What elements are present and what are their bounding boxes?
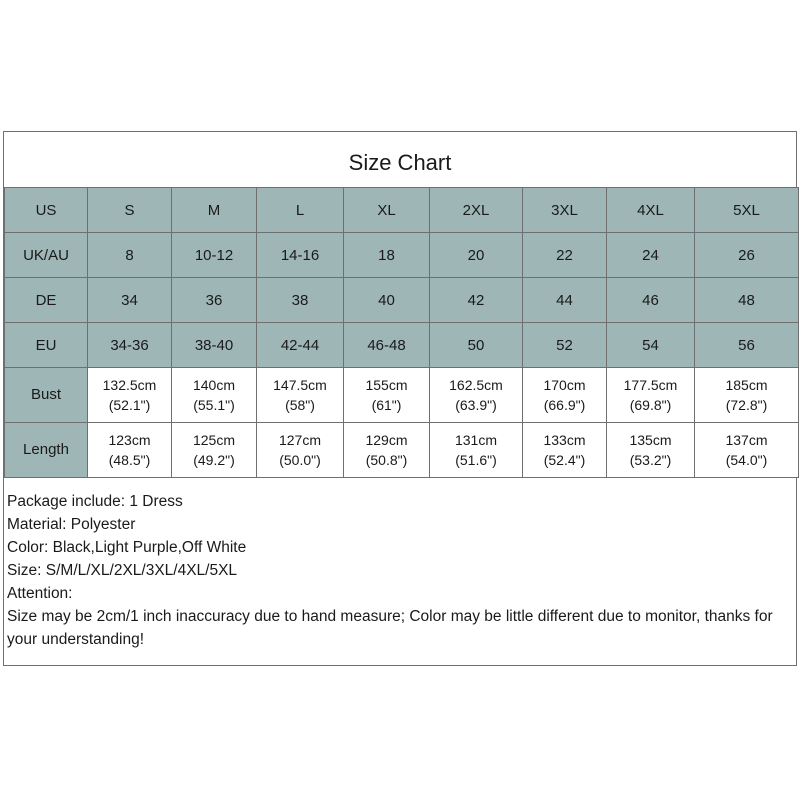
bust-cm-value: 162.5cm bbox=[449, 377, 503, 393]
size-cell: 44 bbox=[523, 278, 607, 323]
bust-cell bbox=[523, 368, 607, 423]
length-inch-value: (53.2") bbox=[629, 452, 672, 468]
bust-cell bbox=[88, 368, 172, 423]
size-cell: 5XL bbox=[695, 188, 799, 233]
size-cell: 14-16 bbox=[257, 233, 344, 278]
length-cell bbox=[430, 423, 523, 478]
length-cm-value: 125cm bbox=[192, 432, 236, 448]
length-inch-value: (50.0") bbox=[279, 452, 321, 468]
size-chart-panel bbox=[3, 131, 797, 666]
row-label: Length bbox=[5, 423, 88, 478]
bust-cell bbox=[172, 368, 257, 423]
length-cell bbox=[257, 423, 344, 478]
length-cm-value: 123cm bbox=[108, 432, 151, 448]
length-cell bbox=[88, 423, 172, 478]
size-table bbox=[4, 187, 799, 478]
length-cell bbox=[695, 423, 799, 478]
bust-cell bbox=[344, 368, 430, 423]
length-cm-value: 137cm bbox=[725, 432, 768, 448]
length-cell bbox=[344, 423, 430, 478]
bust-cm-value: 177.5cm bbox=[623, 377, 678, 393]
size-chart-title: Size Chart bbox=[348, 150, 452, 175]
size-cell: 42 bbox=[430, 278, 523, 323]
length-inch-value: (54.0") bbox=[725, 452, 768, 468]
disclaimer-note: Size may be 2cm/1 inch inaccuracy due to hand measure; Color may be little different due to monitor, thanks for your understanding! bbox=[7, 608, 773, 648]
length-inch-value: (52.4") bbox=[543, 452, 586, 468]
row-label: DE bbox=[5, 278, 88, 323]
size-cell: 20 bbox=[430, 233, 523, 278]
length-cm-value: 129cm bbox=[365, 432, 408, 448]
length-inch-value: (51.6") bbox=[455, 452, 497, 468]
bust-inch-value: (69.8") bbox=[629, 397, 672, 413]
row-label: US bbox=[5, 188, 88, 233]
size-cell: 56 bbox=[695, 323, 799, 368]
length-cell bbox=[607, 423, 695, 478]
length-cm-value: 131cm bbox=[454, 432, 498, 448]
bust-inch-value: (63.9") bbox=[455, 397, 497, 413]
size-row bbox=[5, 233, 799, 278]
size-cell: 38 bbox=[257, 278, 344, 323]
size-cell: 22 bbox=[523, 233, 607, 278]
bust-cm-value: 170cm bbox=[543, 377, 586, 393]
size-cell: 54 bbox=[607, 323, 695, 368]
size-cell: 50 bbox=[430, 323, 523, 368]
bust-inch-value: (72.8") bbox=[725, 397, 768, 413]
size-cell: 46-48 bbox=[344, 323, 430, 368]
length-cm-value: 135cm bbox=[629, 432, 672, 448]
package-note: Package include: 1 Dress bbox=[7, 493, 183, 510]
size-cell: 36 bbox=[172, 278, 257, 323]
length-inch-value: (49.2") bbox=[193, 452, 235, 468]
size-cell: 18 bbox=[344, 233, 430, 278]
size-cell: XL bbox=[344, 188, 430, 233]
size-row bbox=[5, 323, 799, 368]
bust-cm-value: 132.5cm bbox=[102, 377, 157, 393]
size-cell: L bbox=[257, 188, 344, 233]
size-cell: M bbox=[172, 188, 257, 233]
length-inch-value: (48.5") bbox=[108, 452, 151, 468]
length-row bbox=[5, 423, 799, 478]
size-cell: 40 bbox=[344, 278, 430, 323]
size-cell: 34-36 bbox=[88, 323, 172, 368]
bust-inch-value: (58") bbox=[285, 397, 315, 413]
product-notes bbox=[7, 490, 790, 651]
row-label: Bust bbox=[5, 368, 88, 423]
bust-inch-value: (66.9") bbox=[543, 397, 586, 413]
size-cell: 52 bbox=[523, 323, 607, 368]
size-row bbox=[5, 278, 799, 323]
length-inch-value: (50.8") bbox=[365, 452, 408, 468]
size-note: Size: S/M/L/XL/2XL/3XL/4XL/5XL bbox=[7, 562, 238, 579]
bust-cm-value: 140cm bbox=[192, 377, 236, 393]
size-row bbox=[5, 188, 799, 233]
size-cell: 48 bbox=[695, 278, 799, 323]
size-cell: 34 bbox=[88, 278, 172, 323]
size-cell: 42-44 bbox=[257, 323, 344, 368]
bust-cell bbox=[257, 368, 344, 423]
size-cell: S bbox=[88, 188, 172, 233]
length-cell bbox=[523, 423, 607, 478]
size-cell: 46 bbox=[607, 278, 695, 323]
size-cell: 10-12 bbox=[172, 233, 257, 278]
bust-cm-value: 155cm bbox=[365, 377, 408, 393]
material-note: Material: Polyester bbox=[7, 516, 136, 533]
size-cell: 24 bbox=[607, 233, 695, 278]
bust-cm-value: 147.5cm bbox=[273, 377, 327, 393]
bust-cell bbox=[607, 368, 695, 423]
bust-inch-value: (61") bbox=[371, 397, 402, 413]
bust-inch-value: (52.1") bbox=[108, 397, 151, 413]
length-cm-value: 127cm bbox=[278, 432, 322, 448]
length-cm-value: 133cm bbox=[543, 432, 586, 448]
color-note: Color: Black,Light Purple,Off White bbox=[7, 539, 247, 556]
size-cell: 8 bbox=[88, 233, 172, 278]
size-cell: 2XL bbox=[430, 188, 523, 233]
row-label: EU bbox=[5, 323, 88, 368]
row-label: UK/AU bbox=[5, 233, 88, 278]
bust-row bbox=[5, 368, 799, 423]
bust-cell bbox=[695, 368, 799, 423]
length-cell bbox=[172, 423, 257, 478]
size-cell: 26 bbox=[695, 233, 799, 278]
bust-cell bbox=[430, 368, 523, 423]
size-cell: 4XL bbox=[607, 188, 695, 233]
attention-heading: Attention: bbox=[7, 585, 73, 602]
size-cell: 3XL bbox=[523, 188, 607, 233]
bust-cm-value: 185cm bbox=[725, 377, 768, 393]
size-cell: 38-40 bbox=[172, 323, 257, 368]
bust-inch-value: (55.1") bbox=[193, 397, 235, 413]
